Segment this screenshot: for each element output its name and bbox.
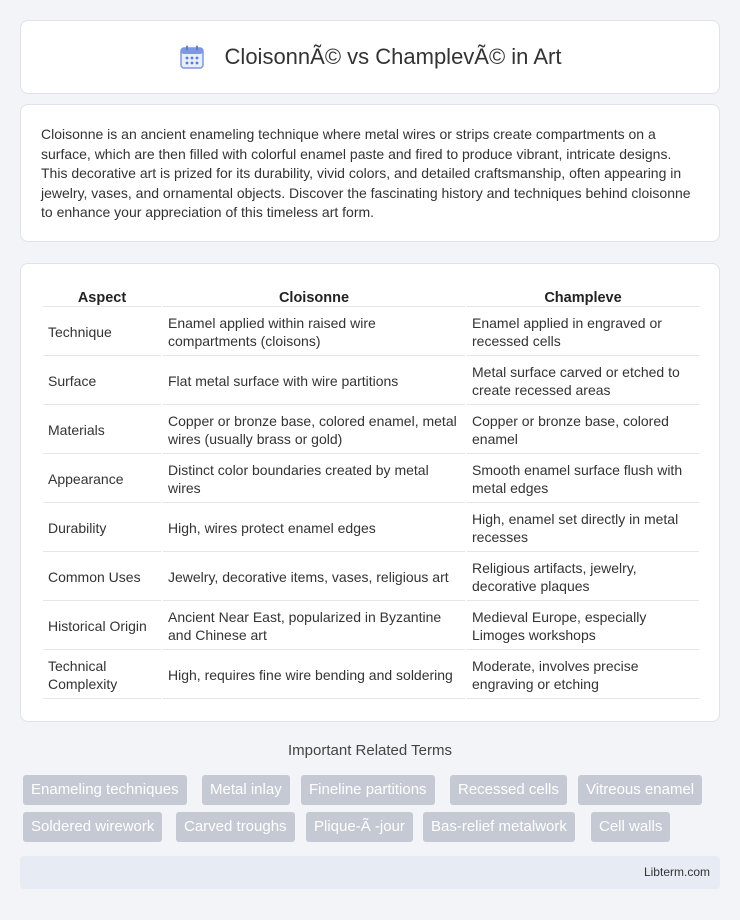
row-cloisonne: Copper or bronze base, colored enamel, metal wires (usually brass or gold) [163, 407, 465, 454]
related-term-tag[interactable]: Carved troughs [176, 812, 295, 842]
related-term-tag[interactable]: Metal inlay [202, 775, 290, 805]
title-card [20, 20, 720, 94]
related-term-tag[interactable]: Cell walls [591, 812, 670, 842]
table-row [43, 407, 699, 454]
footer-site-link[interactable]: Libterm.com [643, 865, 710, 879]
row-cloisonne: Ancient Near East, popularized in Byzantine and Chinese art [163, 603, 465, 650]
row-aspect: Materials [43, 407, 161, 454]
table-header-row [43, 286, 699, 307]
intro-card [20, 104, 720, 242]
row-cloisonne: High, requires fine wire bending and soldering [163, 652, 465, 699]
table-row [43, 554, 699, 601]
header-champleve: Champleve [467, 286, 699, 307]
row-champleve: Smooth enamel surface flush with metal edges [467, 456, 699, 503]
row-cloisonne: High, wires protect enamel edges [163, 505, 465, 552]
row-aspect: Appearance [43, 456, 161, 503]
footer [20, 856, 720, 889]
page-title [179, 44, 562, 70]
row-aspect: Technique [43, 309, 161, 356]
related-term-tag[interactable]: Vitreous enamel [578, 775, 702, 805]
row-champleve: Religious artifacts, jewelry, decorative plaques [467, 554, 699, 601]
related-terms-title: Important Related Terms [288, 742, 452, 759]
header-aspect: Aspect [43, 286, 161, 307]
row-champleve: Metal surface carved or etched to create recessed areas [467, 358, 699, 405]
table-row [43, 603, 699, 650]
row-cloisonne: Jewelry, decorative items, vases, religious art [163, 554, 465, 601]
table-row [43, 652, 699, 699]
row-aspect: Durability [43, 505, 161, 552]
header-cloisonne: Cloisonne [163, 286, 465, 307]
comparison-table [41, 284, 701, 701]
row-aspect: Technical Complexity [43, 652, 161, 699]
row-cloisonne: Enamel applied within raised wire compartments (cloisons) [163, 309, 465, 356]
row-aspect: Surface [43, 358, 161, 405]
row-champleve: Medieval Europe, especially Limoges workshops [467, 603, 699, 650]
table-row [43, 358, 699, 405]
comparison-table-card [20, 263, 720, 722]
table-row [43, 456, 699, 503]
row-champleve: Enamel applied in engraved or recessed cells [467, 309, 699, 356]
page-title-text: CloisonnÃ© vs ChamplevÃ© in Art [224, 44, 562, 69]
related-term-tag[interactable]: Bas-relief metalwork [423, 812, 575, 842]
related-term-tag[interactable]: Enameling techniques [23, 775, 187, 805]
related-term-tag[interactable]: Plique-Ã -jour [306, 812, 413, 842]
calendar-icon [179, 44, 205, 70]
row-aspect: Common Uses [43, 554, 161, 601]
related-term-tag[interactable]: Soldered wirework [23, 812, 162, 842]
related-term-tag[interactable]: Fineline partitions [301, 775, 435, 805]
row-champleve: High, enamel set directly in metal recesses [467, 505, 699, 552]
table-row [43, 309, 699, 356]
row-cloisonne: Distinct color boundaries created by metal wires [163, 456, 465, 503]
table-row [43, 505, 699, 552]
intro-text: Cloisonne is an ancient enameling technique where metal wires or strips create compartments on a surface, which are then filled with colorful enamel paste and fired to produce vibrant, intricate designs. This decorative art is prized for its durability, vivid colors, and detailed craftsmanship, often appearing in jewelry, vases, and ornamental objects. Discover the fascinating history and techniques behind cloisonne to enhance your appreciation of this timeless art form. [41, 126, 691, 221]
related-term-tag[interactable]: Recessed cells [450, 775, 567, 805]
row-champleve: Copper or bronze base, colored enamel [467, 407, 699, 454]
row-champleve: Moderate, involves precise engraving or etching [467, 652, 699, 699]
row-cloisonne: Flat metal surface with wire partitions [163, 358, 465, 405]
row-aspect: Historical Origin [43, 603, 161, 650]
